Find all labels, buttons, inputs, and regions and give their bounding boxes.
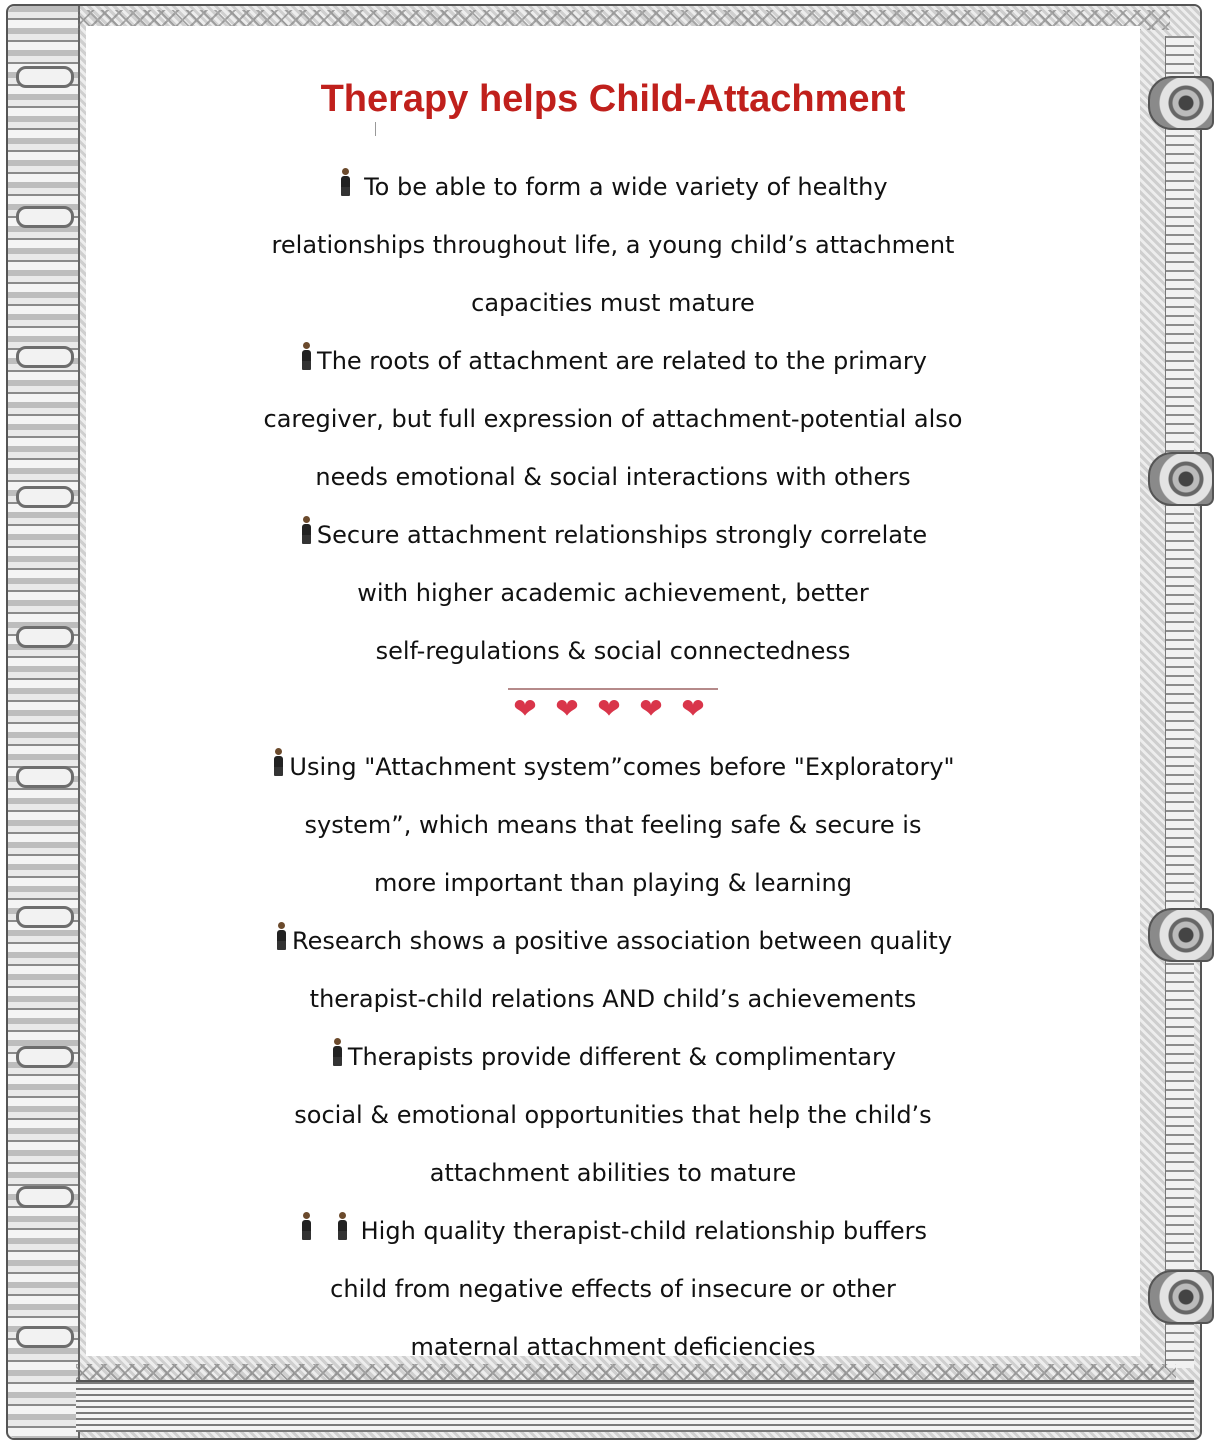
bullet-item [86, 912, 1140, 1028]
hearts-garland-icon [512, 692, 706, 725]
bullet-line: with higher academic achievement, better [357, 579, 869, 607]
spine-ring-icon [16, 346, 74, 368]
person-icon [337, 1212, 347, 1244]
bullet-item [86, 158, 1140, 332]
clasp-icon [1148, 1270, 1214, 1324]
heart-icon: ❤ [639, 692, 663, 725]
bullet-line: capacities must mature [471, 289, 755, 317]
person-icon [301, 342, 311, 374]
heart-icon: ❤ [513, 692, 537, 725]
heart-icon: ❤ [555, 692, 579, 725]
spine-ring-icon [16, 1186, 74, 1208]
bottom-page-edges [76, 1380, 1194, 1432]
bullet-line: maternal attachment deficiencies [410, 1333, 816, 1361]
bullet-line: more important than playing & learning [374, 869, 852, 897]
bullet-item [86, 738, 1140, 912]
bullet-item [86, 1028, 1140, 1202]
paper-page [86, 26, 1140, 1361]
person-icon [276, 922, 286, 954]
person-icon [332, 1038, 342, 1070]
right-page-edges [1165, 36, 1194, 1368]
bullet-line: Research shows a positive association between quality [86, 912, 1140, 970]
bullet-line: self-regulations & social connectedness [375, 637, 851, 665]
person-icon [340, 168, 350, 200]
notebook-spine [8, 6, 80, 1438]
bullet-line: therapist-child relations AND child’s achievements [309, 985, 917, 1013]
spine-ring-icon [16, 66, 74, 88]
bullet-item [86, 1202, 1140, 1376]
bullet-line: system”, which means that feeling safe & secure is [304, 811, 922, 839]
bullet-line: To be able to form a wide variety of healthy [86, 158, 1140, 216]
bullet-list [86, 158, 1140, 1376]
person-icon [273, 748, 283, 780]
heart-icon: ❤ [597, 692, 621, 725]
bullet-item [86, 332, 1140, 506]
stray-mark [375, 122, 376, 136]
spine-ring-icon [16, 626, 74, 648]
spine-ring-icon [16, 766, 74, 788]
clasp-icon [1148, 452, 1214, 506]
bullet-line: High quality therapist-child relationship buffers [86, 1202, 1140, 1260]
spine-ring-icon [16, 1046, 74, 1068]
bullet-line: relationships throughout life, a young child’s attachment [271, 231, 955, 259]
bullet-line: attachment abilities to mature [429, 1159, 797, 1187]
bullet-line: Secure attachment relationships strongly correlate [86, 506, 1140, 564]
hearts-divider [86, 680, 1140, 738]
person-icon [301, 516, 311, 548]
person-icon [301, 1212, 311, 1244]
spine-ring-icon [16, 906, 74, 928]
clasp-icon [1148, 908, 1214, 962]
page-title: Therapy helps Child-Attachment [320, 78, 906, 120]
bullet-line: Therapists provide different & complimentary [86, 1028, 1140, 1086]
hearts-string [508, 688, 718, 690]
spine-ring-icon [16, 1326, 74, 1348]
spine-ring-icon [16, 486, 74, 508]
bullet-item [86, 506, 1140, 680]
bullet-line: caregiver, but full expression of attachment-potential also [263, 405, 963, 433]
bullet-line: social & emotional opportunities that help the child’s [294, 1101, 932, 1129]
spine-ring-icon [16, 206, 74, 228]
heart-icon: ❤ [681, 692, 705, 725]
bullet-line: child from negative effects of insecure or other [330, 1275, 896, 1303]
bullet-line: The roots of attachment are related to the primary [86, 332, 1140, 390]
bullet-line: needs emotional & social interactions with others [315, 463, 911, 491]
bullet-line: Using "Attachment system”comes before "Exploratory" [86, 738, 1140, 796]
clasp-icon [1148, 76, 1214, 130]
